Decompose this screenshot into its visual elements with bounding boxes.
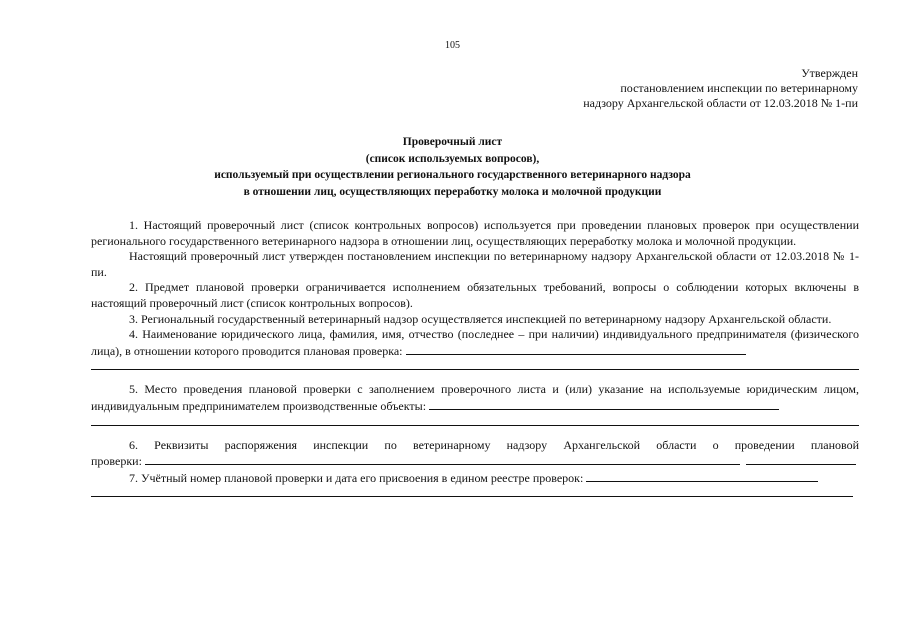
paragraph-6-cont — [91, 453, 859, 470]
paragraph-7-text: 7. Учётный номер плановой проверки и дата его присвоения в едином реестре проверок: — [129, 470, 584, 485]
paragraph-4 — [91, 327, 859, 359]
title-line-1: Проверочный лист — [402, 136, 503, 148]
paragraph-4-text: 4. Наименование юридического лица, фамилия, имя, отчество (последнее – при наличии) индивидуального предпринимателя (физического лица), в отношении которого проводится плановая проверка: — [91, 327, 859, 358]
document-title — [0, 134, 905, 200]
approval-line-1: Утвержден — [801, 66, 858, 80]
fill-line-4-end — [406, 343, 746, 355]
document-body — [91, 218, 859, 509]
approval-block — [583, 66, 858, 111]
fill-line-4 — [91, 359, 859, 370]
fill-line-7 — [91, 486, 853, 497]
title-line-2: (список используемых вопросов), — [365, 152, 540, 165]
paragraph-1b: Настоящий проверочный лист утвержден постановлением инспекции по ветеринарному надзору Архангельской области от 12.03.2018 № 1-пи. — [91, 249, 859, 279]
fill-line-5 — [91, 415, 859, 426]
fill-line-6 — [145, 453, 740, 465]
paragraph-3: 3. Региональный государственный ветеринарный надзор осуществляется инспекцией по ветеринарному надзору Архангельской области. — [129, 311, 832, 326]
paragraph-2: 2. Предмет плановой проверки ограничивается исполнением обязательных требований, вопросы о соблюдении которых включены в настоящий проверочный лист (список контрольных вопросов). — [91, 280, 859, 310]
paragraph-6-tail: проверки: — [91, 454, 142, 469]
fill-line-6-end — [746, 453, 856, 465]
paragraph-6: 6. Реквизиты распоряжения инспекции по ветеринарному надзору Архангельской области о проведении плановой — [129, 437, 859, 452]
approval-line-2: постановлением инспекции по ветеринарному — [620, 81, 858, 95]
paragraph-1: 1. Настоящий проверочный лист (список контрольных вопросов) используется при проведении плановых проверок при осуществлении регионального государственного ветеринарного надзора в отношении лиц, осуществляющих переработку молока и молочной продукции. — [91, 218, 859, 248]
paragraph-5 — [91, 382, 859, 414]
title-line-4: в отношении лиц, осуществляющих переработку молока и молочной продукции — [243, 185, 662, 198]
page-number: 105 — [445, 40, 460, 51]
fill-line-5-end — [429, 398, 779, 410]
title-line-3: используемый при осуществлении регионального государственного ветеринарного надзора — [214, 169, 691, 181]
approval-line-3: надзору Архангельской области от 12.03.2018 № 1-пи — [583, 96, 858, 110]
paragraph-7 — [91, 470, 859, 487]
fill-line-7-end — [586, 470, 818, 482]
paragraph-5-text: 5. Место проведения плановой проверки с заполнением проверочного листа и (или) указание на используемые юридическим лицом, индивидуальным предпринимателем производственные объекты: — [91, 382, 859, 413]
